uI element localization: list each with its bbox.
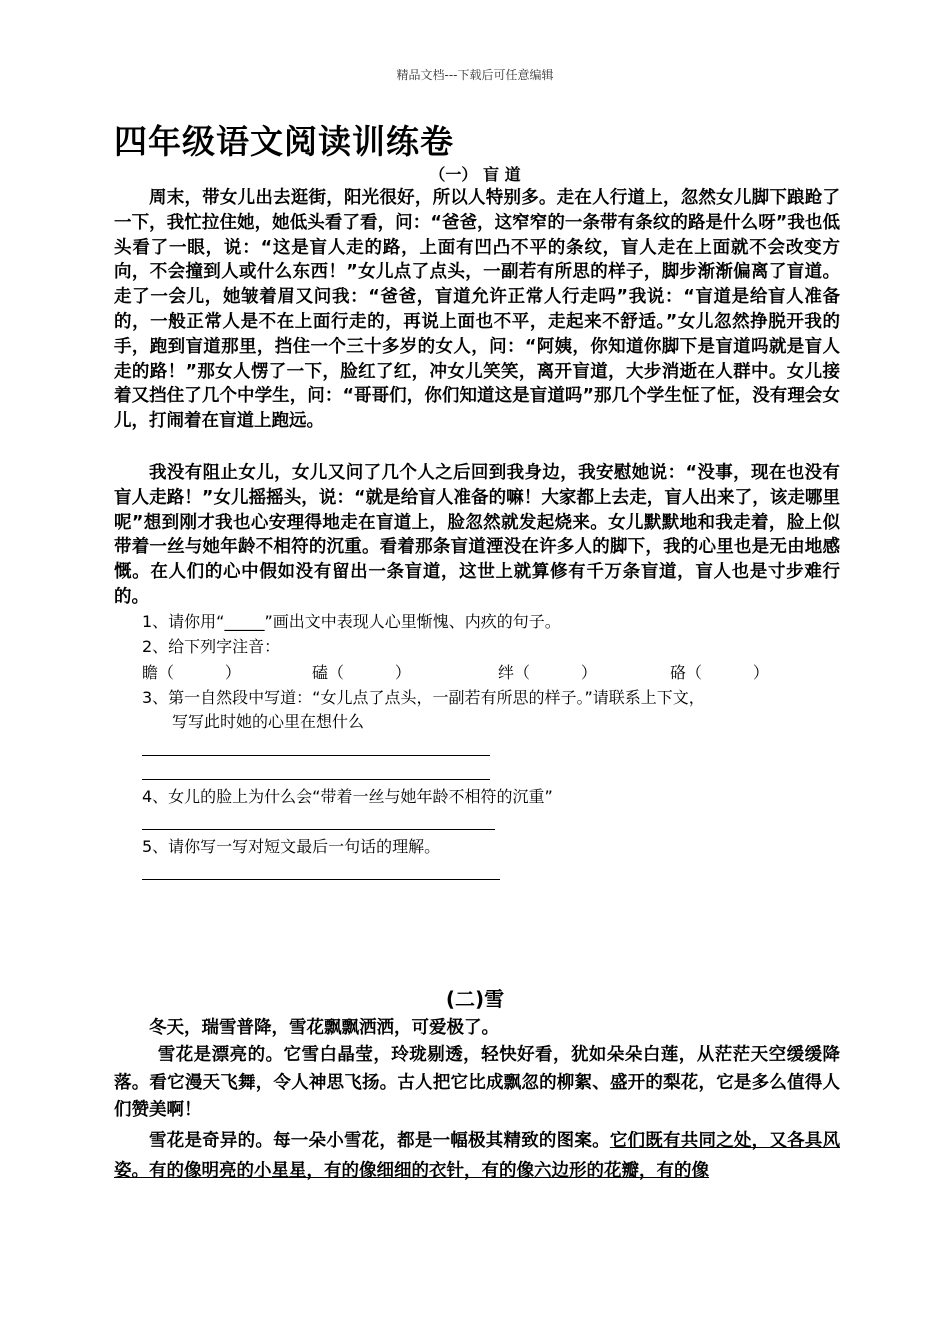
answer-line[interactable] bbox=[142, 879, 500, 880]
section1-heading: （一） 盲 道 bbox=[429, 165, 521, 184]
snow-paragraph-3-underlined: 它们既有共同之处，又各具风姿。有的像明亮的小星星，有的像细细的衣针，有的像六边形的花瓣，有的像 bbox=[114, 1131, 841, 1181]
question-5: 5、请你写一写对短文最后一句话的理解。 bbox=[142, 837, 441, 856]
pinyin-item: 绊（ ） bbox=[498, 663, 597, 682]
snow-paragraph-1: 冬天，瑞雪普降，雪花飘飘洒洒，可爱极了。 bbox=[149, 1018, 499, 1038]
passage-paragraph-2: 我没有阻止女儿，女儿又问了几个人之后回到我身边，我安慰她说：“没事，现在也没有盲人走路！”女儿摇摇头，说：“就是给盲人准备的嘛！大家都上去走，盲人出来了，该走哪里呢”想到刚才我也心安理得地走在盲道上，脸忽然就发起烧来。女儿默默地和我走着，脸上似带着一丝与她年龄不相符的沉重。看着那条盲道湮没在许多人的脚下，我的心里也是无由地感慨。在人们的心中假如没有留出一条盲道，这世上就算修有千万条盲道，盲人也是寸步难行的。 bbox=[114, 463, 840, 607]
question-2: 2、给下列字注音： bbox=[142, 637, 281, 656]
pinyin-item: 硌（ ） bbox=[670, 663, 769, 682]
pinyin-row bbox=[142, 660, 862, 684]
page-title: 四年级语文阅读训练卷 bbox=[114, 122, 454, 161]
passage-paragraph-1: 周末，带女儿出去逛街，阳光很好，所以人特别多。走在人行道上，忽然女儿脚下踉跄了一下，我忙拉住她，她低头看了看，问：“爸爸，这窄窄的一条带有条纹的路是什么呀”我也低头看了一眼，说：“这是盲人走的路，上面有凹凸不平的条纹，盲人走在上面就不会改变方向，不会撞到人或什么东西！”女儿点了点头，一副若有所思的样子，脚步渐渐偏离了盲道。走了一会儿，她皱着眉又问我：“爸爸，盲道允许正常人行走吗”我说：“盲道是给盲人准备的，一般正常人是不在上面行走的，再说上面也不平，走起来不舒适。”女儿忽然挣脱开我的手，跑到盲道那里，挡住一个三十多岁的女人，问：“阿姨，你知道你脚下是盲道吗就是盲人走的路！”那女人愣了一下，脸红了红，冲女儿笑笑，离开盲道，大步消逝在人群中。女儿接着又挡住了几个中学生，问：“哥哥们，你们知道这是盲道吗”那几个学生怔了怔，没有理会女儿，打闹着在盲道上跑远。 bbox=[114, 188, 840, 432]
pinyin-item: 瞻（ ） bbox=[142, 663, 241, 682]
question-3: 3、第一自然段中写道：“女儿点了点头，一副若有所思的样子。”请联系上下文， 写写此时她的心里在想什么 bbox=[142, 688, 705, 731]
question-1: 1、请你用“_____”画出文中表现人心里惭愧、内疚的句子。 bbox=[142, 612, 561, 631]
question-4: 4、女儿的脸上为什么会“带着一丝与她年龄不相符的沉重” bbox=[142, 787, 553, 806]
snow-paragraph-3-plain: 雪花是奇异的。每一朵小雪花，都是一幅极其精致的图案。 bbox=[149, 1131, 610, 1151]
answer-line[interactable] bbox=[142, 829, 495, 830]
snow-paragraph-2: 雪花是漂亮的。它雪白晶莹，玲珑剔透，轻快好看，犹如朵朵白莲，从茫茫天空缓缓降落。看它漫天飞舞，令人神思飞扬。古人把它比成飘忽的柳絮、盛开的梨花，它是多么值得人们赞美啊！ bbox=[114, 1045, 840, 1120]
answer-line[interactable] bbox=[142, 779, 490, 780]
header-note: 精品文档---下载后可任意编辑 bbox=[396, 68, 554, 82]
snow-paragraph-3 bbox=[114, 1126, 840, 1186]
section2-heading: (二)雪 bbox=[445, 987, 505, 1011]
pinyin-item: 磕（ ） bbox=[312, 663, 411, 682]
answer-line[interactable] bbox=[142, 755, 490, 756]
